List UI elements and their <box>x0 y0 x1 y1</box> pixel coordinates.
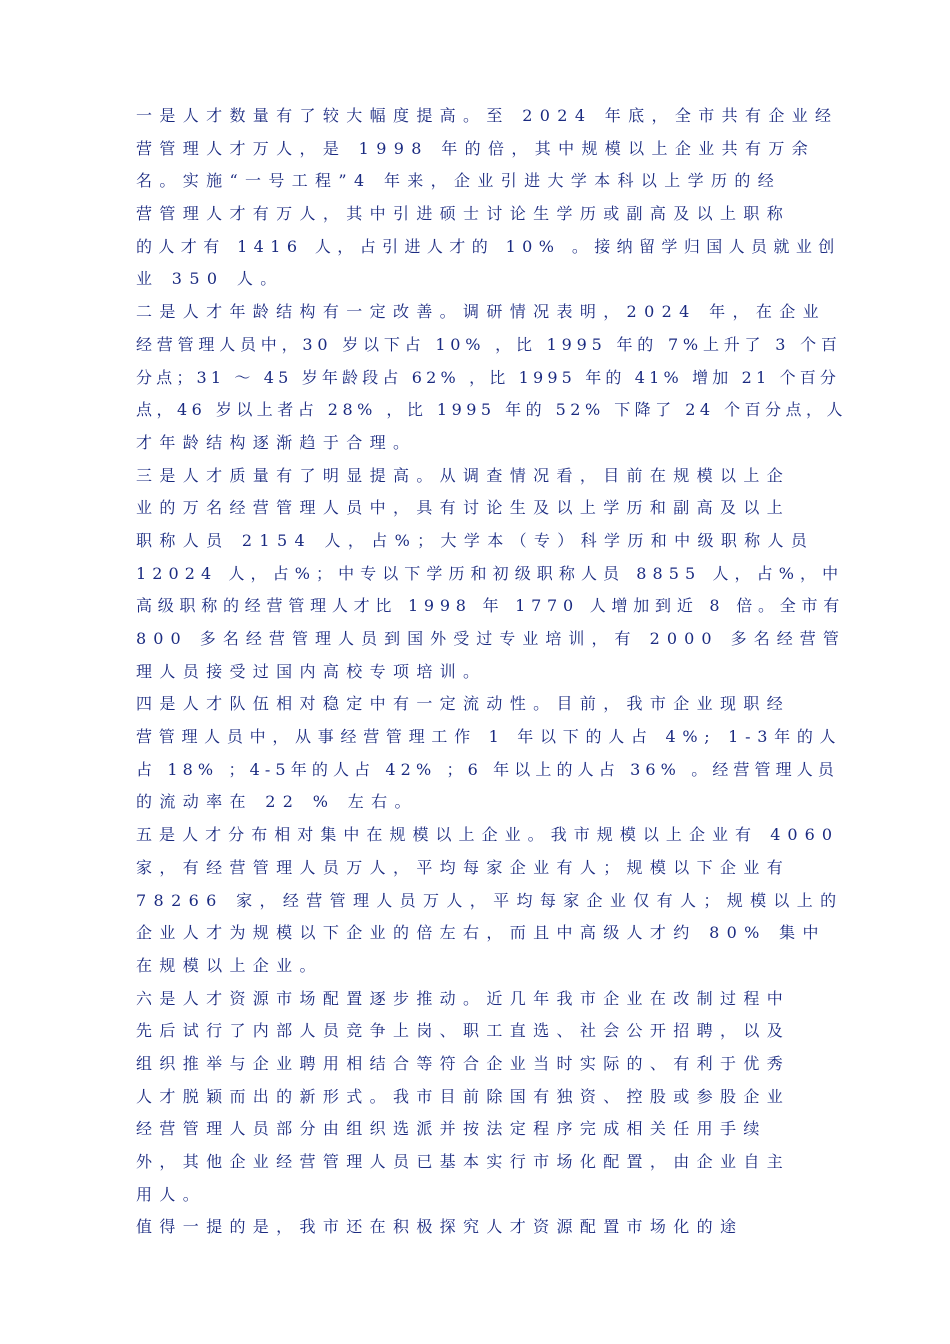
text-line: 的流动率在 22 % 左右。 <box>136 792 418 812</box>
text-line: 业的万名经营管理人员中，具有讨论生及以上学历和副高及以上 <box>136 498 791 518</box>
text-line: 一是人才数量有了较大幅度提高。至 2024 年底，全市共有企业经 <box>136 106 839 125</box>
text-line: 用人。 <box>136 1184 207 1204</box>
text-line: 经营管理人员部分由组织选派并按法定程序完成相关任用手续 <box>136 1119 767 1139</box>
text-line: 外，其他企业经营管理人员已基本实行市场化配置，由企业自主 <box>136 1152 791 1171</box>
text-line: 理人员接受过国内高校专项培训。 <box>136 661 487 681</box>
text-line: 值得一提的是，我市还在积极探究人才资源配置市场化的途 <box>136 1217 744 1237</box>
document-body <box>136 100 847 1244</box>
text-line: 二是人才年龄结构有一定改善。调研情况表明，2024 年，在企业 <box>136 302 826 322</box>
text-line: 才年龄结构逐渐趋于合理。 <box>136 432 417 452</box>
text-line: 的人才有 1416 人，占引进人才的 10% 。接纳留学归国人员就业创 <box>136 236 841 256</box>
text-line: 800 多名经营管理人员到国外受过专业培训，有 2000 多名经营管 <box>136 629 846 648</box>
text-line: 四是人才队伍相对稳定中有一定流动性。目前，我市企业现职经 <box>136 694 791 714</box>
text-line: 点，46 岁以上者占 28% ，比 1995 年的 52% 下降了 24 个百分点，人 <box>136 400 847 420</box>
text-line: 营管理人才有万人，其中引进硕士讨论生学历或副高及以上职称 <box>136 204 791 224</box>
text-line: 五是人才分布相对集中在规模以上企业。我市规模以上企业有 4060 <box>136 825 840 845</box>
text-line: 分点；31 ～ 45 岁年龄段占 62% ，比 1995 年的 41% 增加 21 个百分 <box>136 367 841 387</box>
text-line: 在规模以上企业。 <box>136 955 323 975</box>
text-line: 先后试行了内部人员竞争上岗、职工直选、社会公开招聘，以及 <box>136 1021 791 1041</box>
text-line: 高级职称的经营管理人才比 1998 年 1770 人增加到近 8 倍。全市有 <box>136 596 846 616</box>
text-line: 人才脱颖而出的新形式。我市目前除国有独资、控股或参股企业 <box>136 1086 791 1106</box>
text-line: 营管理人才万人，是 1998 年的倍，其中规模以上企业共有万余 <box>136 138 816 158</box>
text-line: 职称人员 2154 人，占%；大学本（专）科学历和中级职称人员 <box>136 530 815 550</box>
text-line: 三是人才质量有了明显提高。从调查情况看，目前在规模以上企 <box>136 465 791 485</box>
text-line: 经营管理人员中，30 岁以下占 10% ，比 1995 年的 7%上升了 3 个百 <box>136 334 842 354</box>
text-line: 名。实施“一号工程”4 年来，企业引进大学本科以上学历的经 <box>136 171 782 191</box>
text-line: 12024 人，占%；中专以下学历和初级职称人员 8855 人，占%，中 <box>136 563 845 583</box>
text-line: 78266 家，经营管理人员万人，平均每家企业仅有人；规模以上的 <box>136 890 844 910</box>
text-line: 企业人才为规模以下企业的倍左右，而且中高级人才约 80% 集中 <box>136 923 826 943</box>
text-line: 营管理人员中，从事经营管理工作 1 年以下的人占 4%; 1-3年的人 <box>136 727 843 747</box>
text-line: 六是人才资源市场配置逐步推动。近几年我市企业在改制过程中 <box>136 988 791 1008</box>
text-line: 组织推举与企业聘用相结合等符合企业当时实际的、有利于优秀 <box>136 1053 791 1073</box>
text-line: 业 350 人。 <box>136 269 284 289</box>
text-line: 占 18% ；4-5年的人占 42% ；6 年以上的人占 36% 。经营管理人员 <box>136 759 840 779</box>
text-line: 家，有经营管理人员万人，平均每家企业有人；规模以下企业有 <box>136 857 791 877</box>
